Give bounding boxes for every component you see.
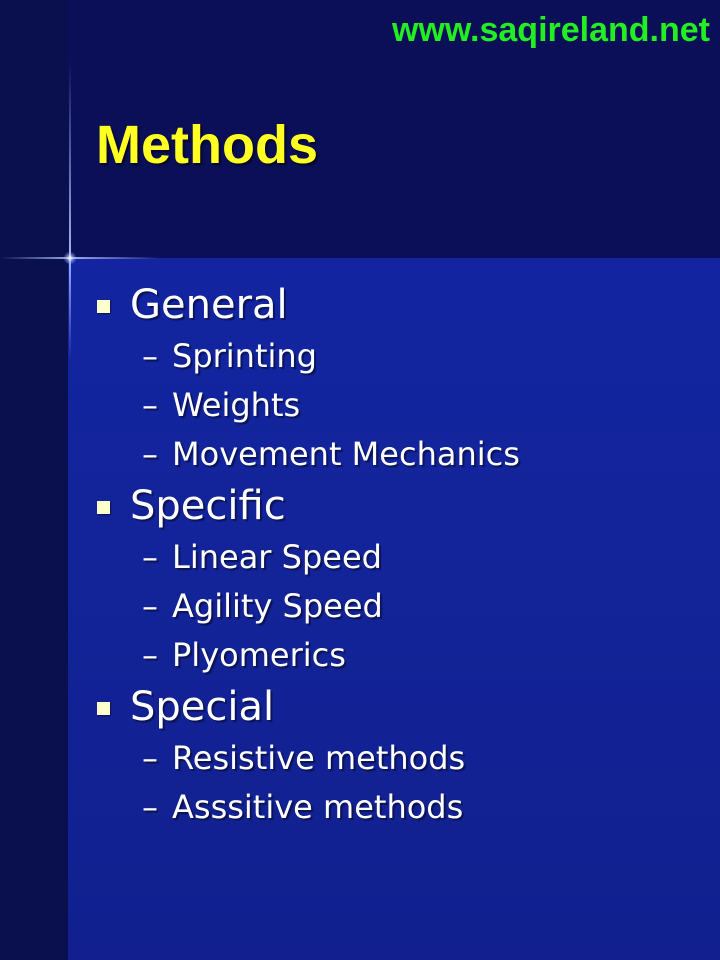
list-item xyxy=(96,631,696,680)
dash-bullet: – xyxy=(142,386,158,424)
list-item xyxy=(96,582,696,631)
list-item-label: Plyomerics xyxy=(172,636,346,674)
list-item-label: Movement Mechanics xyxy=(172,435,520,473)
list-item-label: Sprinting xyxy=(172,337,317,375)
lens-flare-horizontal-icon xyxy=(0,257,160,259)
list-item-label: Resistive methods xyxy=(172,739,466,777)
list-item-label: Asssitive methods xyxy=(172,788,464,826)
square-bullet-icon xyxy=(97,702,110,715)
left-strip xyxy=(0,0,68,960)
section-label: Special xyxy=(130,684,275,730)
bullet-list xyxy=(96,278,696,832)
list-item xyxy=(96,734,696,783)
slide-title: Methods xyxy=(96,115,318,175)
website-url: www.saqireland.net xyxy=(391,11,710,49)
square-bullet-icon xyxy=(97,300,110,313)
list-item xyxy=(96,533,696,582)
list-item-label: Linear Speed xyxy=(172,538,382,576)
square-bullet-icon xyxy=(97,501,110,514)
section-label: Specific xyxy=(130,483,286,529)
section-specific xyxy=(96,479,696,533)
dash-bullet: – xyxy=(142,337,158,375)
lens-flare-icon xyxy=(64,252,76,264)
list-item-label: Weights xyxy=(172,386,301,424)
dash-bullet: – xyxy=(142,538,158,576)
list-item-label: Agility Speed xyxy=(172,587,383,625)
section-general xyxy=(96,278,696,332)
section-label: General xyxy=(130,282,288,328)
section-special xyxy=(96,680,696,734)
dash-bullet: – xyxy=(142,587,158,625)
dash-bullet: – xyxy=(142,739,158,777)
list-item xyxy=(96,332,696,381)
list-item xyxy=(96,430,696,479)
dash-bullet: – xyxy=(142,435,158,473)
list-item xyxy=(96,381,696,430)
dash-bullet: – xyxy=(142,788,158,826)
dash-bullet: – xyxy=(142,636,158,674)
lens-flare-vertical-icon xyxy=(69,60,71,360)
list-item xyxy=(96,783,696,832)
